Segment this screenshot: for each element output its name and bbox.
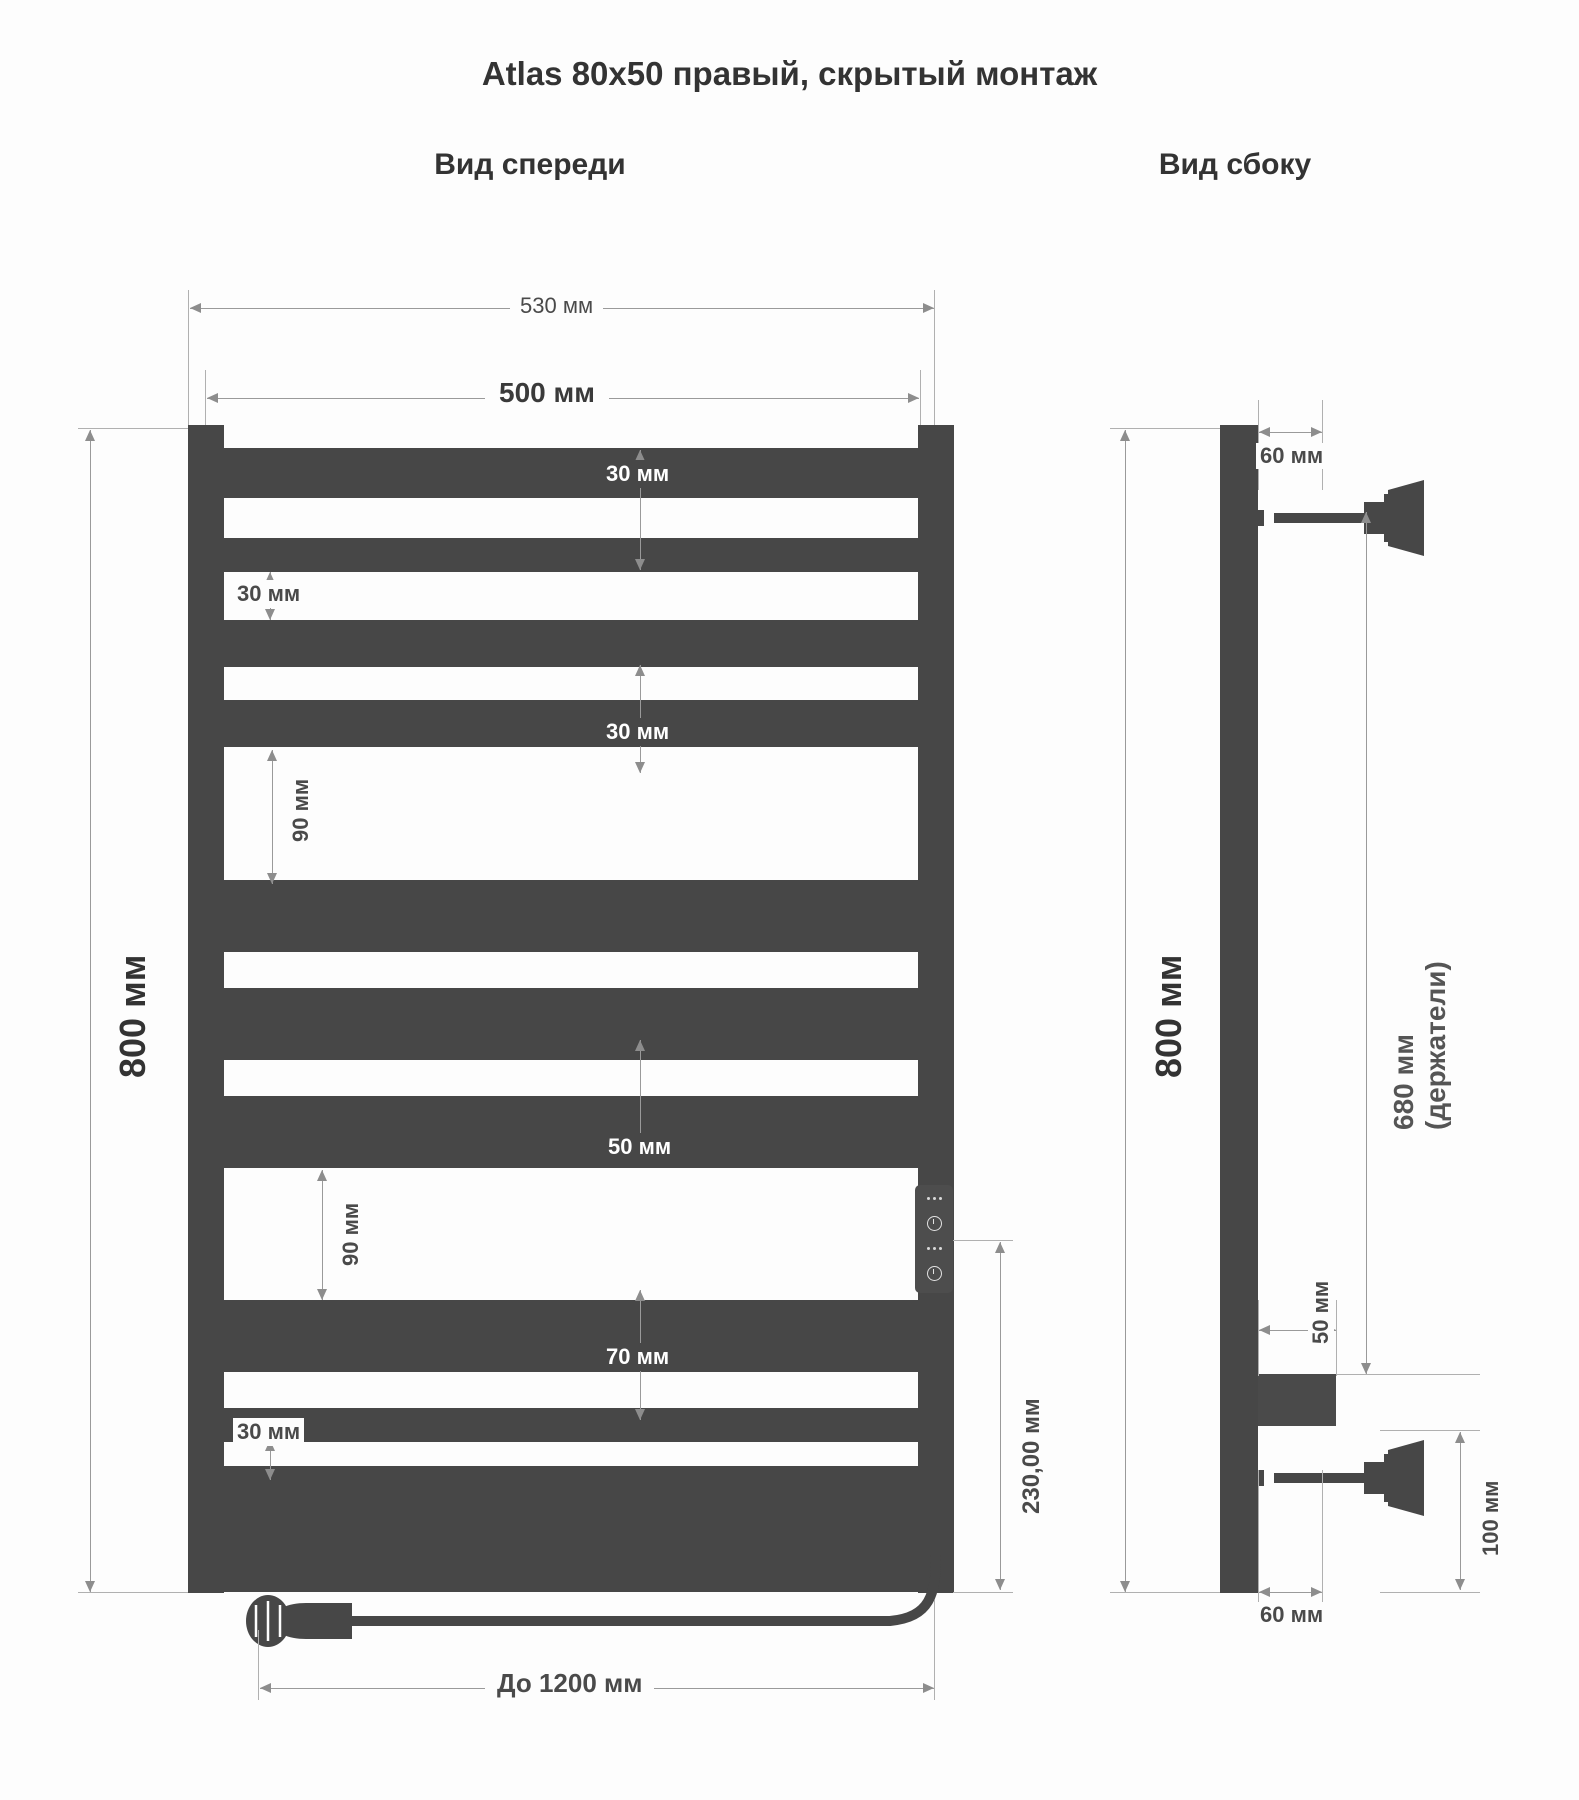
dots-indicator — [927, 1197, 942, 1200]
dim-arrow-500-left — [207, 393, 218, 403]
label-gap-top: 30 мм — [598, 460, 677, 488]
dim-arrow-gap-90-lower-down — [317, 1289, 327, 1300]
dim-arrow-100-up — [1455, 1432, 1465, 1443]
holder-top — [1248, 480, 1448, 560]
dim-arrow-cord-right — [923, 1683, 934, 1693]
ext-line-530-left — [188, 290, 189, 430]
ext-line-500-left — [205, 370, 206, 430]
dim-arrow-bar-70-down — [635, 1409, 645, 1420]
ext-line-100-top — [1380, 1430, 1480, 1431]
dim-arrow-gap-top-down — [635, 559, 645, 570]
label-60-bottom: 60 мм — [1256, 1602, 1327, 1628]
label-gap-90-upper: 90 мм — [288, 773, 314, 848]
dim-arrow-680-down — [1361, 1363, 1371, 1374]
dim-arrow-60-top-left — [1259, 427, 1270, 437]
dim-arrow-gap-left-upper-down — [265, 609, 275, 620]
dim-line-800-front — [90, 430, 91, 1592]
ext-line-800-top — [78, 428, 198, 429]
rail-bar-4 — [224, 700, 918, 747]
ext-line-800-side-bottom — [1110, 1592, 1220, 1593]
dim-arrow-60-top-right — [1311, 427, 1322, 437]
dim-arrow-500-right — [908, 393, 919, 403]
dim-arrow-530-right — [923, 303, 934, 313]
dim-line-100 — [1460, 1432, 1461, 1590]
rail-post-right — [918, 425, 954, 1593]
dim-arrow-50-left — [1259, 1325, 1270, 1335]
dim-line-gap-90-lower — [322, 1170, 323, 1300]
holder-bottom — [1248, 1438, 1448, 1518]
dim-line-gap-90-upper — [272, 750, 273, 884]
page-title: Atlas 80x50 правый, скрытый монтаж — [481, 55, 1098, 92]
connection-box — [1258, 1374, 1336, 1426]
ext-line-100-bottom — [1380, 1592, 1480, 1593]
dim-arrow-gap-90-upper-up — [267, 750, 277, 761]
dim-arrow-gap-90-upper-down — [267, 873, 277, 884]
dim-arrow-60-bot-left — [1259, 1587, 1270, 1597]
side-view-drawing — [1000, 0, 1579, 1800]
side-view-title: Вид сбоку — [1158, 148, 1312, 181]
dim-arrow-800-side-top — [1120, 430, 1130, 441]
dim-arrow-bar-70-up — [635, 1290, 645, 1301]
dim-arrow-680-up — [1361, 512, 1371, 523]
power-cord — [230, 1555, 950, 1675]
dim-arrow-bar-mid-up — [635, 665, 645, 676]
rail-bar-9 — [224, 1408, 918, 1442]
ext-line-cord-left — [258, 1630, 259, 1700]
dim-arrow-cord-left — [260, 1683, 271, 1693]
label-gap-left-lower: 30 мм — [233, 1418, 304, 1446]
rail-bar-2 — [224, 538, 918, 572]
power-icon[interactable] — [927, 1266, 942, 1281]
dim-line-680 — [1366, 512, 1367, 1374]
label-100-bottom: 100 мм — [1478, 1477, 1504, 1560]
label-height-800-side: 800 мм — [1148, 943, 1190, 1090]
label-gap-left-upper: 30 мм — [233, 580, 304, 608]
dim-arrow-60-bot-right — [1311, 1587, 1322, 1597]
rail-bar-5 — [224, 880, 918, 952]
label-bar-mid: 30 мм — [598, 718, 677, 746]
label-60-top: 60 мм — [1256, 443, 1327, 469]
label-height-800-front: 800 мм — [112, 943, 154, 1090]
ext-line-800-side-top — [1110, 428, 1220, 429]
rail-post-left — [188, 425, 224, 1593]
ext-line-60-bot-b — [1322, 1470, 1323, 1610]
label-50-depth: 50 мм — [1308, 1277, 1334, 1348]
front-view-title: Вид спереди — [434, 148, 626, 181]
dim-arrow-530-left — [190, 303, 201, 313]
dim-arrow-gap-90-lower-up — [317, 1170, 327, 1181]
label-offset-230: 230,00 мм — [1018, 1392, 1046, 1520]
dim-arrow-gap-left-lower-down — [265, 1469, 275, 1480]
rail-bar-1 — [224, 448, 918, 498]
dim-arrow-800-front-bottom — [85, 1581, 95, 1592]
rail-bar-8 — [224, 1300, 918, 1372]
rail-bar-3 — [224, 620, 918, 667]
dim-arrow-bar-50-up — [635, 1040, 645, 1051]
rail-bar-7 — [224, 1096, 918, 1168]
ext-line-cord-right — [934, 1600, 935, 1700]
ext-line-530-right — [934, 290, 935, 430]
side-profile-post — [1220, 425, 1258, 1593]
dots-indicator-2 — [927, 1247, 942, 1250]
ext-line-800-bottom — [78, 1592, 198, 1593]
label-cord-length: До 1200 мм — [485, 1668, 654, 1699]
ext-line-50-a — [1258, 1300, 1259, 1376]
label-width-500: 500 мм — [485, 377, 609, 409]
label-width-530: 530 мм — [510, 293, 603, 319]
dim-arrow-100-down — [1455, 1579, 1465, 1590]
dim-arrow-800-side-bottom — [1120, 1581, 1130, 1592]
ext-line-50-b — [1336, 1300, 1337, 1376]
control-panel[interactable] — [915, 1185, 953, 1293]
label-680-holders: 680 мм (держатели) — [1388, 949, 1452, 1140]
rail-bar-6 — [224, 988, 918, 1060]
dim-arrow-bar-mid-down — [635, 762, 645, 773]
label-bar-70: 70 мм — [598, 1343, 677, 1371]
label-bar-50: 50 мм — [600, 1133, 679, 1161]
dim-line-800-side — [1125, 430, 1126, 1592]
dim-arrow-800-front-top — [85, 430, 95, 441]
ext-line-500-right — [920, 370, 921, 430]
label-gap-90-lower: 90 мм — [338, 1197, 364, 1272]
clock-icon[interactable] — [927, 1216, 942, 1231]
